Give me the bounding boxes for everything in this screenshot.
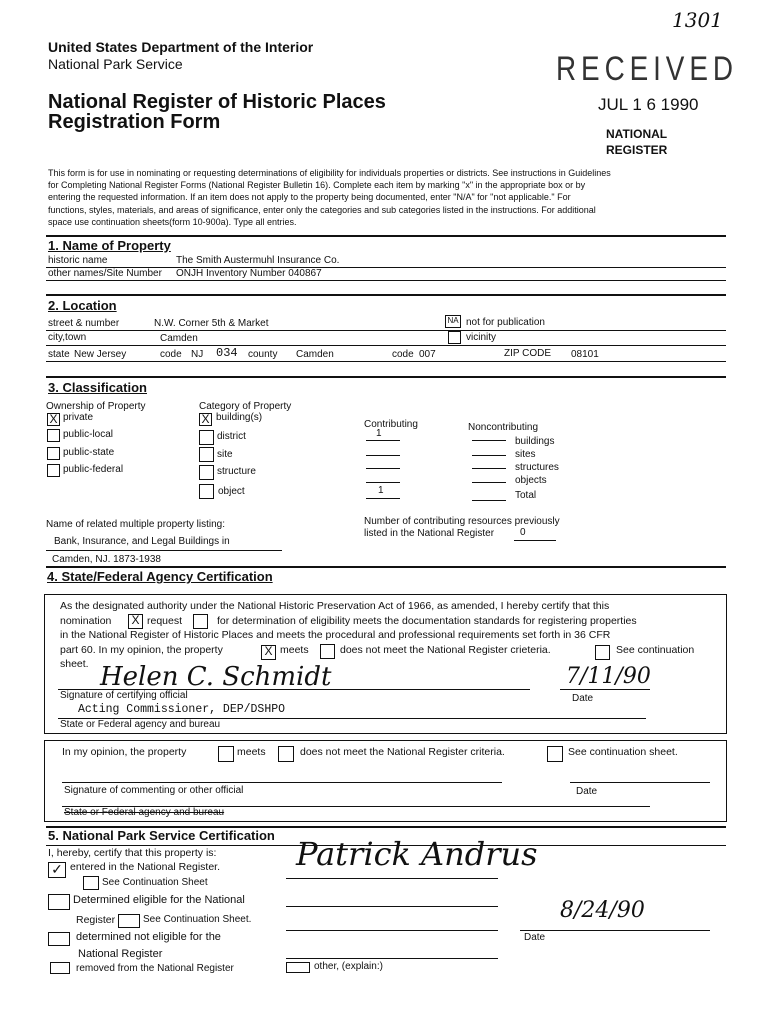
historic-name-label: historic name bbox=[48, 255, 108, 266]
section4-heading: 4. State/Federal Agency Certification bbox=[47, 569, 273, 584]
ownership-public-federal-label: public-federal bbox=[63, 464, 124, 475]
other-names-value[interactable]: ONJH Inventory Number 040867 bbox=[176, 268, 322, 279]
cert-not-meets-label: does not meet the National Register crieteria. bbox=[340, 644, 551, 656]
multiple-listing-line2[interactable]: Camden, NJ. 1873-1938 bbox=[52, 554, 161, 565]
category-site-label: site bbox=[217, 449, 233, 460]
see-continuation-checkbox-1[interactable] bbox=[83, 876, 99, 890]
category-structure-label: structure bbox=[217, 466, 256, 477]
nomination-checkbox[interactable]: X bbox=[128, 614, 143, 629]
cert-sheet-label: sheet. bbox=[60, 658, 89, 670]
cert-line3: in the National Register of Historic Places and meets the procedural and professional requirements set forth in 36 CFR bbox=[60, 629, 611, 641]
previously-listed-label-2: listed in the National Register bbox=[364, 528, 495, 539]
zip-label: ZIP CODE bbox=[504, 348, 552, 359]
see-continuation-checkbox-2[interactable] bbox=[118, 914, 140, 928]
stamp-org-line2: REGISTER bbox=[606, 143, 668, 157]
category-district-checkbox[interactable] bbox=[199, 430, 214, 445]
cert-request-label: request bbox=[147, 615, 183, 627]
section2-heading: 2. Location bbox=[48, 298, 117, 313]
cert-see-continuation-checkbox[interactable] bbox=[595, 645, 610, 660]
keeper-signature-line bbox=[286, 878, 498, 879]
county-value[interactable]: Camden bbox=[296, 349, 334, 360]
category-object-label: object bbox=[218, 486, 245, 497]
determined-eligible-checkbox[interactable] bbox=[48, 894, 70, 910]
date-line bbox=[560, 689, 650, 690]
certifying-date-handwritten[interactable]: 7/11/90 bbox=[566, 664, 651, 689]
keeper-signature[interactable]: Patrick Andrus bbox=[296, 835, 538, 873]
field-line bbox=[46, 345, 726, 346]
count-line bbox=[366, 482, 400, 483]
keeper-date-label: Date bbox=[524, 932, 546, 943]
intro-line: functions, styles, materials, and areas of significance, enter only the categories and sub categories listed in the instructions. For additional bbox=[48, 204, 596, 215]
opinion-see-continuation-label: See continuation sheet. bbox=[568, 746, 678, 758]
keeper-date-handwritten[interactable]: 8/24/90 bbox=[560, 898, 645, 923]
other-explain-checkbox[interactable] bbox=[286, 962, 310, 973]
category-site-checkbox[interactable] bbox=[199, 447, 214, 462]
resource-total-label: Total bbox=[515, 490, 537, 501]
county-label: county bbox=[248, 349, 278, 360]
section5-heading: 5. National Park Service Certification bbox=[48, 828, 275, 843]
count-line bbox=[366, 498, 400, 499]
city-label: city,town bbox=[48, 332, 87, 343]
opinion-label: In my opinion, the property bbox=[62, 746, 187, 758]
count-line bbox=[472, 455, 506, 456]
service-name: National Park Service bbox=[48, 56, 183, 72]
date-line bbox=[570, 782, 710, 783]
category-buildings-label: building(s) bbox=[216, 412, 263, 423]
field-line bbox=[46, 361, 726, 362]
removed-checkbox[interactable] bbox=[50, 962, 70, 974]
category-label: Category of Property bbox=[199, 401, 292, 412]
ownership-label: Ownership of Property bbox=[46, 401, 146, 412]
street-label: street & number bbox=[48, 318, 120, 329]
field-line bbox=[514, 540, 556, 541]
count-line bbox=[472, 500, 506, 501]
intro-line: entering the requested information. If an item does not apply to the property being documented, enter "N/A" for "not applicable." For bbox=[48, 192, 571, 203]
certifying-official-signature[interactable]: Helen C. Schmidt bbox=[100, 662, 332, 692]
noncontributing-header: Noncontributing bbox=[468, 422, 539, 433]
state-value[interactable]: New Jersey bbox=[74, 349, 127, 360]
intro-line: for Completing National Register Forms (National Register Bulletin 16). Complete each item by marking "x" in the appropriate box or by bbox=[48, 180, 586, 191]
count-line bbox=[472, 468, 506, 469]
agency-name: United States Department of the Interior bbox=[48, 39, 314, 55]
section-divider bbox=[46, 376, 726, 378]
stamp-org-line1: NATIONAL bbox=[606, 127, 668, 141]
ownership-public-local-checkbox[interactable] bbox=[47, 429, 60, 442]
count-line bbox=[366, 440, 400, 441]
cert-line4a: part 60. In my opinion, the property bbox=[60, 644, 223, 656]
multiple-listing-label: Name of related multiple property listing: bbox=[46, 519, 225, 530]
entered-label: entered in the National Register. bbox=[70, 861, 221, 873]
ownership-private-label: private bbox=[63, 412, 94, 423]
signature-line bbox=[286, 958, 498, 959]
opinion-meets-label: meets bbox=[237, 746, 266, 758]
signature-line bbox=[286, 930, 498, 931]
county-code-label: code bbox=[392, 349, 414, 360]
received-stamp bbox=[556, 52, 742, 162]
cert-line2-rest: for determination of eligibility meets the documentation standards for registering properties bbox=[217, 615, 637, 627]
signature-line bbox=[286, 906, 498, 907]
section-divider bbox=[46, 566, 726, 568]
signature-label: Signature of certifying official bbox=[60, 690, 188, 701]
category-buildings-checkbox[interactable]: X bbox=[199, 413, 212, 426]
city-value[interactable]: Camden bbox=[160, 333, 198, 344]
opinion-see-continuation-checkbox[interactable] bbox=[547, 746, 563, 762]
signature-line bbox=[62, 782, 502, 783]
section-divider bbox=[46, 235, 726, 237]
cert-meets-label: meets bbox=[280, 644, 309, 656]
official-title[interactable]: Acting Commissioner, DEP/DSHPO bbox=[78, 703, 286, 716]
cert-meets-checkbox[interactable]: X bbox=[261, 645, 276, 660]
vicinity-checkbox[interactable] bbox=[448, 331, 461, 344]
state-code-value[interactable]: NJ bbox=[191, 349, 204, 360]
date-label: Date bbox=[572, 693, 594, 704]
see-continuation-label-1: See Continuation Sheet bbox=[102, 877, 208, 888]
form-title-line1: National Register of Historic Places bbox=[48, 91, 386, 113]
received-date: JUL 1 6 1990 bbox=[598, 95, 699, 114]
street-value[interactable]: N.W. Corner 5th & Market bbox=[154, 318, 269, 329]
count-line bbox=[472, 482, 506, 483]
determined-eligible-label-2: Register bbox=[76, 914, 116, 926]
cert-not-meets-checkbox[interactable] bbox=[320, 644, 335, 659]
vicinity-label: vicinity bbox=[466, 332, 497, 343]
contributing-buildings-value[interactable]: 1 bbox=[376, 428, 382, 439]
county-number[interactable]: 034 bbox=[216, 346, 238, 360]
field-line bbox=[46, 280, 726, 281]
previously-listed-value[interactable]: 0 bbox=[520, 527, 526, 538]
field-line bbox=[46, 550, 282, 551]
state-label: state bbox=[48, 349, 70, 360]
resource-buildings-label: buildings bbox=[515, 436, 555, 447]
nps-cert-intro: I, hereby, certify that this property is: bbox=[48, 847, 217, 859]
other-explain-label: other, (explain:) bbox=[314, 961, 383, 972]
contributing-header: Contributing bbox=[364, 419, 418, 430]
county-code-value[interactable]: 007 bbox=[419, 349, 436, 360]
count-line bbox=[366, 468, 400, 469]
not-eligible-checkbox[interactable] bbox=[48, 932, 70, 946]
category-structure-checkbox[interactable] bbox=[199, 465, 214, 480]
not-for-publication-label: not for publication bbox=[466, 317, 545, 328]
received-stamp-text: RECEIVED bbox=[556, 50, 738, 88]
section3-heading: 3. Classification bbox=[48, 380, 147, 395]
cert-nomination-label: nomination bbox=[60, 615, 112, 627]
category-object-checkbox[interactable] bbox=[199, 484, 214, 499]
previously-listed-label-1: Number of contributing resources previously bbox=[364, 516, 560, 527]
category-district-label: district bbox=[217, 431, 246, 442]
field-line bbox=[46, 330, 726, 331]
not-eligible-label-1: determined not eligible for the bbox=[76, 931, 221, 943]
commenting-agency-label: State or Federal agency and bureau bbox=[64, 807, 225, 818]
commenting-signature-label: Signature of commenting or other official bbox=[64, 785, 244, 796]
count-line bbox=[366, 455, 400, 456]
section1-heading: 1. Name of Property bbox=[48, 238, 171, 253]
ownership-public-state-checkbox[interactable] bbox=[47, 447, 60, 460]
removed-label: removed from the National Register bbox=[76, 963, 234, 974]
entered-checkbox[interactable]: ✓ bbox=[48, 862, 66, 878]
zip-value[interactable]: 08101 bbox=[571, 349, 599, 360]
intro-line: This form is for use in nominating or requesting determinations of eligibility for individuals properties or districts. See instructions in Guidelines bbox=[48, 168, 611, 178]
other-names-label: other names/Site Number bbox=[48, 268, 162, 279]
cert-line1: As the designated authority under the National Historic Preservation Act of 1966, as amended, I hereby certify that this bbox=[60, 600, 610, 612]
request-checkbox[interactable] bbox=[193, 614, 208, 629]
resource-sites-label: sites bbox=[515, 449, 536, 460]
count-line bbox=[472, 440, 506, 441]
ownership-private-checkbox[interactable]: X bbox=[47, 413, 60, 426]
ownership-public-federal-checkbox[interactable] bbox=[47, 464, 60, 477]
see-continuation-label-2: See Continuation Sheet. bbox=[143, 914, 252, 925]
contributing-total-value[interactable]: 1 bbox=[378, 485, 384, 496]
commenting-date-label: Date bbox=[576, 786, 598, 797]
historic-name-value[interactable]: The Smith Austermuhl Insurance Co. bbox=[176, 255, 340, 266]
section-divider bbox=[46, 294, 726, 296]
agency-bureau-label: State or Federal agency and bureau bbox=[60, 719, 221, 730]
opinion-not-meets-label: does not meet the National Register criteria. bbox=[300, 746, 505, 758]
intro-paragraph bbox=[48, 167, 738, 228]
not-for-publication-checkbox[interactable]: NA bbox=[445, 315, 461, 328]
resource-objects-label: objects bbox=[515, 475, 547, 486]
intro-line: space use continuation sheets(form 10-900a). Type all entries. bbox=[48, 216, 297, 227]
determined-eligible-label-1: Determined eligible for the National bbox=[73, 894, 245, 906]
resource-structures-label: structures bbox=[515, 462, 559, 473]
opinion-not-meets-checkbox[interactable] bbox=[278, 746, 294, 762]
state-code-label: code bbox=[160, 349, 182, 360]
multiple-listing-line1[interactable]: Bank, Insurance, and Legal Buildings in bbox=[54, 536, 230, 547]
cert-see-continuation-label: See continuation bbox=[616, 644, 695, 656]
opinion-meets-checkbox[interactable] bbox=[218, 746, 234, 762]
ownership-public-local-label: public-local bbox=[63, 429, 114, 440]
date-line bbox=[520, 930, 710, 931]
ownership-public-state-label: public-state bbox=[63, 447, 115, 458]
corner-handwritten-mark: 1301 bbox=[672, 8, 723, 32]
form-title-line2: Registration Form bbox=[48, 111, 221, 133]
not-eligible-label-2: National Register bbox=[78, 948, 163, 960]
